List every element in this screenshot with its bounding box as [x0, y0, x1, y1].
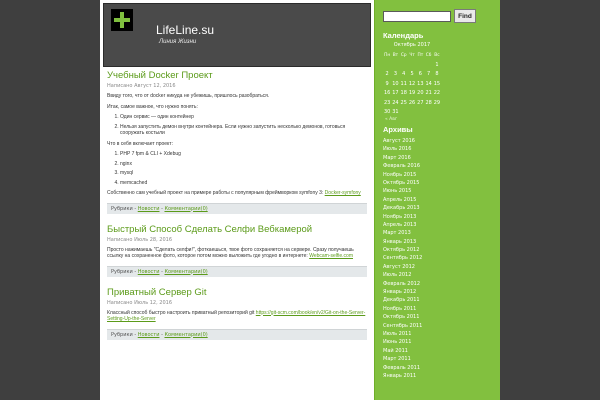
post — [107, 224, 367, 277]
archive-link[interactable]: Апрель 2013 — [383, 221, 417, 228]
site-header — [103, 3, 371, 67]
calendar-day: 21 — [425, 90, 432, 96]
calendar-day: 29 — [433, 99, 441, 106]
post — [107, 287, 367, 340]
site-title[interactable]: LifeLine.su — [156, 23, 215, 37]
post-paragraph: Что в себя включает проект: — [107, 140, 173, 147]
content-wrapper — [100, 0, 500, 400]
post — [107, 70, 367, 214]
calendar-weekday: Ср — [400, 53, 407, 58]
paragraph-text: Просто нажимаешь "Сделать селфи!", фоткаешься, твое фото сохраняется на сервере. Сразу получаешь ссылку на сохраненное фото, которое потом можно выложить где угодно в интернете: — [107, 246, 354, 259]
post-date: Написано Июль 12, 2016 — [107, 299, 173, 306]
calendar-weekday: Пн — [384, 53, 391, 58]
archive-link[interactable]: Сентябрь 2011 — [383, 322, 423, 329]
archive-link[interactable]: Июнь 2015 — [383, 188, 412, 195]
calendar-day: 30 — [383, 109, 391, 115]
comments-link[interactable]: Комментарии(0) — [164, 331, 208, 338]
calendar-day — [408, 61, 416, 71]
footer-separator: - — [159, 205, 165, 212]
footer-prefix: Рубрики - — [111, 268, 138, 275]
archive-link[interactable]: Август 2016 — [383, 138, 415, 144]
archive-link[interactable]: Июль 2011 — [383, 330, 412, 337]
calendar-weekday: Вс — [434, 53, 440, 58]
archive-link[interactable]: Февраль 2016 — [383, 163, 421, 170]
calendar-day: 28 — [425, 99, 432, 106]
archive-link[interactable]: Декабрь 2013 — [383, 205, 420, 212]
calendar-day: 26 — [408, 99, 416, 106]
footer-separator: - — [159, 331, 165, 338]
calendar-day: 9 — [385, 80, 389, 87]
post-body — [107, 93, 367, 197]
calendar-day: 19 — [408, 90, 416, 96]
site-description: Линия Жизни — [159, 39, 197, 45]
archive-link[interactable]: Март 2011 — [383, 356, 411, 363]
archives-list — [383, 137, 422, 380]
calendar-day — [400, 108, 408, 118]
archive-link[interactable]: Январь 2012 — [383, 289, 417, 296]
calendar-weekday: Вт — [392, 53, 399, 58]
calendar-day: 13 — [417, 80, 424, 87]
calendar-day: 16 — [383, 90, 391, 96]
calendar-day: 31 — [392, 109, 399, 115]
category-link[interactable]: Новости — [137, 268, 160, 275]
archive-link[interactable]: Август 2012 — [383, 263, 415, 270]
post-paragraph: Ввиду того, что от docker никуда не убежишь, пришлось разобраться. — [107, 93, 270, 99]
calendar-day — [416, 61, 424, 71]
calendar-day: 18 — [400, 90, 407, 96]
calendar-day: 27 — [417, 99, 424, 106]
paragraph-text: Собственно сам учебный проект на примере работы с популярным фреймворком symfony 3: — [107, 190, 325, 196]
calendar-day: 15 — [433, 80, 441, 87]
archive-link[interactable]: Ноябрь 2011 — [383, 305, 417, 312]
calendar-week-row — [383, 80, 441, 90]
archive-link[interactable]: Апрель 2015 — [383, 196, 417, 203]
footer-prefix: Рубрики - — [111, 331, 138, 338]
calendar-day — [424, 61, 432, 71]
list-item: 4. memcached — [120, 180, 367, 187]
calendar-day: 4 — [402, 71, 406, 77]
calendar-day: 12 — [408, 80, 416, 87]
archive-link[interactable]: Июнь 2011 — [383, 339, 412, 346]
post-date: Написано Июль 28, 2016 — [107, 236, 173, 243]
calendar-day — [400, 61, 408, 71]
calendar-weeks — [383, 61, 441, 118]
post-footer — [107, 203, 367, 214]
archive-link[interactable]: Февраль 2011 — [383, 364, 421, 371]
archive-link[interactable]: Октябрь 2012 — [383, 247, 420, 254]
calendar-day — [408, 108, 416, 118]
archive-link[interactable]: Май 2011 — [383, 347, 408, 354]
calendar-day — [424, 108, 432, 118]
calendar-day: 17 — [392, 90, 399, 96]
list-item: 1. PHP 7 fpm & CLI + Xdebug — [120, 151, 367, 158]
calendar-prev-link[interactable]: « Авг — [385, 117, 398, 122]
calendar-day: 10 — [392, 80, 399, 87]
post-footer — [107, 266, 367, 277]
calendar-day — [433, 108, 441, 118]
archives-title: Архивы — [383, 125, 413, 134]
calendar-day — [416, 108, 424, 118]
list-item: 2. Нельзя запустить демон внутри контейнера. Если нужно запустить несколько демонов, готовься сооружать костыли — [120, 124, 367, 137]
calendar-day: 20 — [417, 90, 424, 96]
calendar-week-row — [383, 89, 441, 99]
calendar-day: 23 — [383, 99, 391, 106]
archive-link[interactable]: Февраль 2012 — [383, 280, 421, 287]
category-link[interactable]: Новости — [137, 205, 160, 212]
search-input[interactable] — [383, 11, 451, 22]
calendar-week-row — [383, 70, 441, 80]
post-title-link[interactable]: Учебный Docker Проект — [107, 70, 213, 81]
post-paragraph — [107, 310, 367, 323]
find-button[interactable]: Find — [454, 9, 476, 23]
archive-link[interactable]: Июль 2016 — [383, 146, 412, 153]
list-item: 3. mysql — [120, 170, 367, 177]
archive-link[interactable]: Декабрь 2011 — [383, 297, 420, 304]
calendar-day: 22 — [433, 90, 441, 96]
calendar-day: 2 — [385, 71, 389, 77]
webcam-selfie-link[interactable]: Webcam-selfie.com — [309, 253, 353, 259]
calendar-day: 24 — [392, 99, 399, 106]
post-title-link[interactable]: Быстрый Способ Сделать Селфи Вебкамерой — [107, 223, 313, 235]
archive-link[interactable]: Март 2016 — [383, 154, 411, 161]
git-server-link[interactable]: https://git-scm.com/book/en/v2/Git-on-the-Server-Setting-Up-the-Server — [107, 309, 366, 322]
comments-link[interactable]: Комментарии(0) — [164, 268, 208, 275]
calendar-day: 11 — [400, 80, 407, 87]
calendar-weekday: Пт — [417, 53, 424, 58]
post-body — [107, 310, 367, 323]
list-item: 1. Один сервис — один контейнер — [120, 114, 367, 121]
calendar-day — [391, 61, 399, 71]
sidebar — [374, 0, 500, 400]
archive-link[interactable]: Ноябрь 2015 — [383, 171, 417, 178]
archive-link[interactable]: Октябрь 2011 — [383, 314, 420, 321]
footer-prefix: Рубрики - — [111, 205, 138, 212]
calendar-weekday: Сб — [425, 53, 432, 58]
calendar-day: 5 — [410, 71, 414, 77]
category-link[interactable]: Новости — [137, 331, 160, 338]
post-list — [120, 151, 367, 186]
calendar-day: 25 — [400, 99, 407, 106]
post-body — [107, 247, 367, 260]
post-paragraph — [107, 247, 367, 260]
post-list — [120, 114, 367, 137]
comments-link[interactable]: Комментарии(0) — [164, 205, 208, 212]
post-paragraph: Итак, самое важное, что нужно понять: — [107, 103, 198, 110]
post-footer — [107, 329, 367, 340]
calendar-day: 14 — [425, 80, 432, 87]
green-cross-logo-icon[interactable] — [111, 9, 133, 31]
archive-link[interactable]: Январь 2013 — [383, 238, 417, 245]
post-title-link[interactable]: Приватный Сервер Git — [107, 286, 207, 298]
archive-link[interactable]: Ноябрь 2013 — [383, 213, 417, 220]
archive-link[interactable]: Сентябрь 2012 — [383, 255, 423, 262]
calendar-table — [383, 51, 441, 118]
calendar-title: Календарь — [383, 31, 424, 40]
calendar-day: 1 — [435, 61, 439, 68]
posts-column — [107, 70, 367, 350]
calendar-day: 6 — [418, 71, 422, 77]
calendar-day: 8 — [435, 71, 439, 77]
list-item: 2. nginx — [120, 161, 367, 168]
calendar-day: 3 — [393, 71, 398, 77]
archive-link[interactable]: Март 2013 — [383, 230, 411, 237]
calendar-header-row — [383, 51, 441, 61]
post-paragraph — [107, 190, 367, 197]
calendar-month: Октябрь 2017 — [393, 42, 431, 48]
calendar-week-row — [383, 99, 441, 109]
archive-link[interactable]: Июль 2012 — [383, 272, 412, 279]
paragraph-text: Классный способ быстро настроить приватный репозиторий git — [107, 309, 256, 316]
calendar-week-row — [383, 61, 441, 71]
footer-separator: - — [159, 268, 165, 275]
archive-link[interactable]: Январь 2011 — [383, 372, 417, 379]
calendar-day: 7 — [427, 71, 431, 77]
post-date: Написано Август 12, 2016 — [107, 83, 176, 89]
archive-link[interactable]: Октябрь 2015 — [383, 179, 420, 186]
calendar-day — [383, 61, 391, 71]
calendar-weekday: Чт — [409, 53, 415, 58]
docker-symfony-link[interactable]: Docker-symfony — [324, 190, 361, 196]
